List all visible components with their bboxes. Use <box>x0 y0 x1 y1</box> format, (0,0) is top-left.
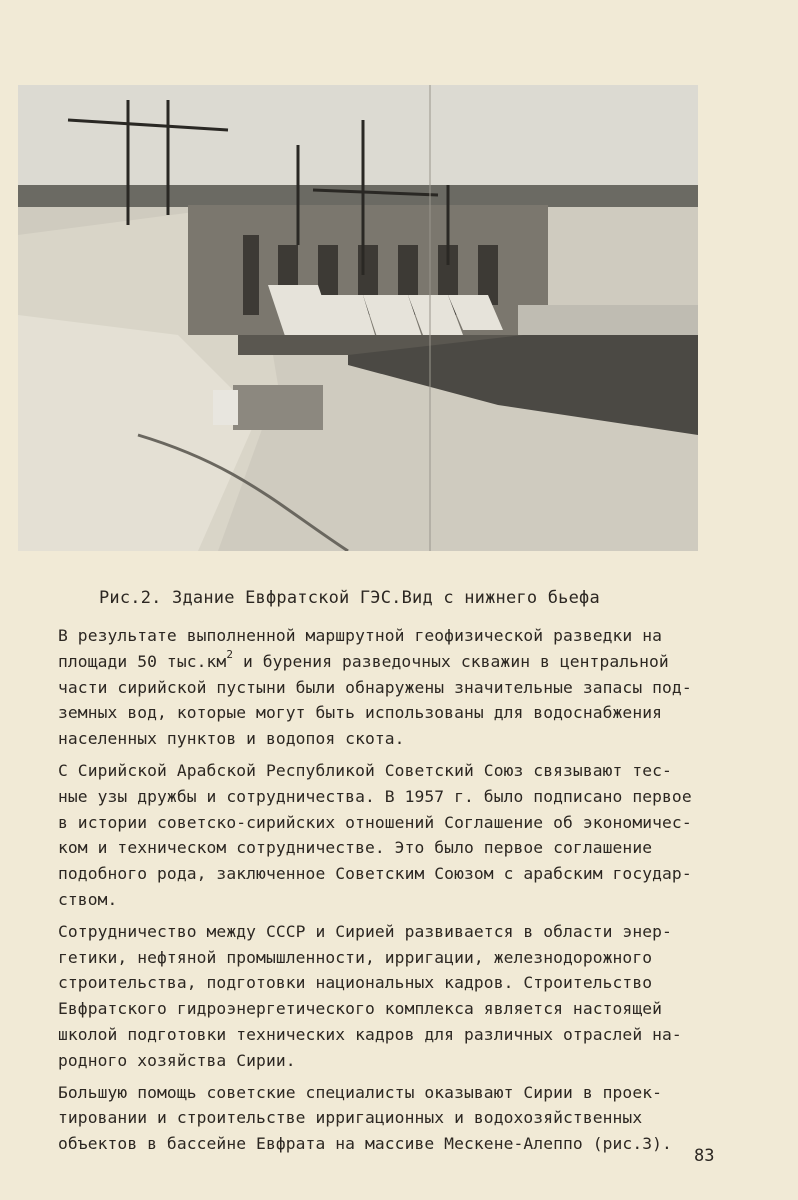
text-line: родного хозяйства Сирии. <box>58 1050 296 1070</box>
text-line: площади 50 тыс.км <box>58 651 227 671</box>
text-line: ные узы дружбы и сотрудничества. В 1957 г. было подписано первое <box>58 786 692 806</box>
text-line: гетики, нефтяной промышленности, ирригации, железнодорожного <box>58 947 653 967</box>
text-line: Сотрудничество между СССР и Сирией развивается в области энер- <box>58 921 672 941</box>
body-text <box>58 623 728 1157</box>
paragraph <box>58 623 728 752</box>
text-line: ком и техническом сотрудничестве. Это было первое соглашение <box>58 838 653 858</box>
superscript: 2 <box>226 647 234 661</box>
text-line: и бурения разведочных скважин в центральной <box>233 651 669 671</box>
paragraph <box>58 1080 728 1157</box>
text-line: объектов в бассейне Евфрата на массиве Мескене-Алеппо (рис.3). <box>58 1134 672 1154</box>
text-line: С Сирийской Арабской Республикой Советский Союз связывают тес- <box>58 760 672 780</box>
paragraph <box>58 758 728 913</box>
page-number: 83 <box>694 1146 715 1166</box>
text-line: земных вод, которые могут быть использованы для водоснабжения <box>58 703 663 723</box>
figure-caption: Рис.2. Здание Евфратской ГЭС.Вид с нижнего бьефа <box>99 588 600 608</box>
text-line: подобного рода, заключенное Советским Союзом с арабским государ- <box>58 864 692 884</box>
text-line: Евфратского гидроэнергетического комплекса является настоящей <box>58 999 663 1019</box>
text-line: ством. <box>58 889 118 909</box>
text-line: Большую помощь советские специалисты оказывают Сирии в проек- <box>58 1082 663 1102</box>
text-line: в истории советско-сирийских отношений Соглашение об экономичес- <box>58 812 692 832</box>
text-line: строительства, подготовки национальных кадров. Строительство <box>58 973 653 993</box>
dam-photograph <box>18 85 698 551</box>
text-line: тировании и строительстве ирригационных и водохозяйственных <box>58 1108 643 1128</box>
paragraph <box>58 919 728 1074</box>
text-line: населенных пунктов и водопоя скота. <box>58 729 405 749</box>
text-line: части сирийской пустыни были обнаружены значительные запасы под- <box>58 677 692 697</box>
dam-photo-illustration <box>18 85 698 551</box>
text-line: В результате выполненной маршрутной геофизической разведки на <box>58 626 663 645</box>
text-line: школой подготовки технических кадров для различных отраслей на- <box>58 1024 682 1044</box>
